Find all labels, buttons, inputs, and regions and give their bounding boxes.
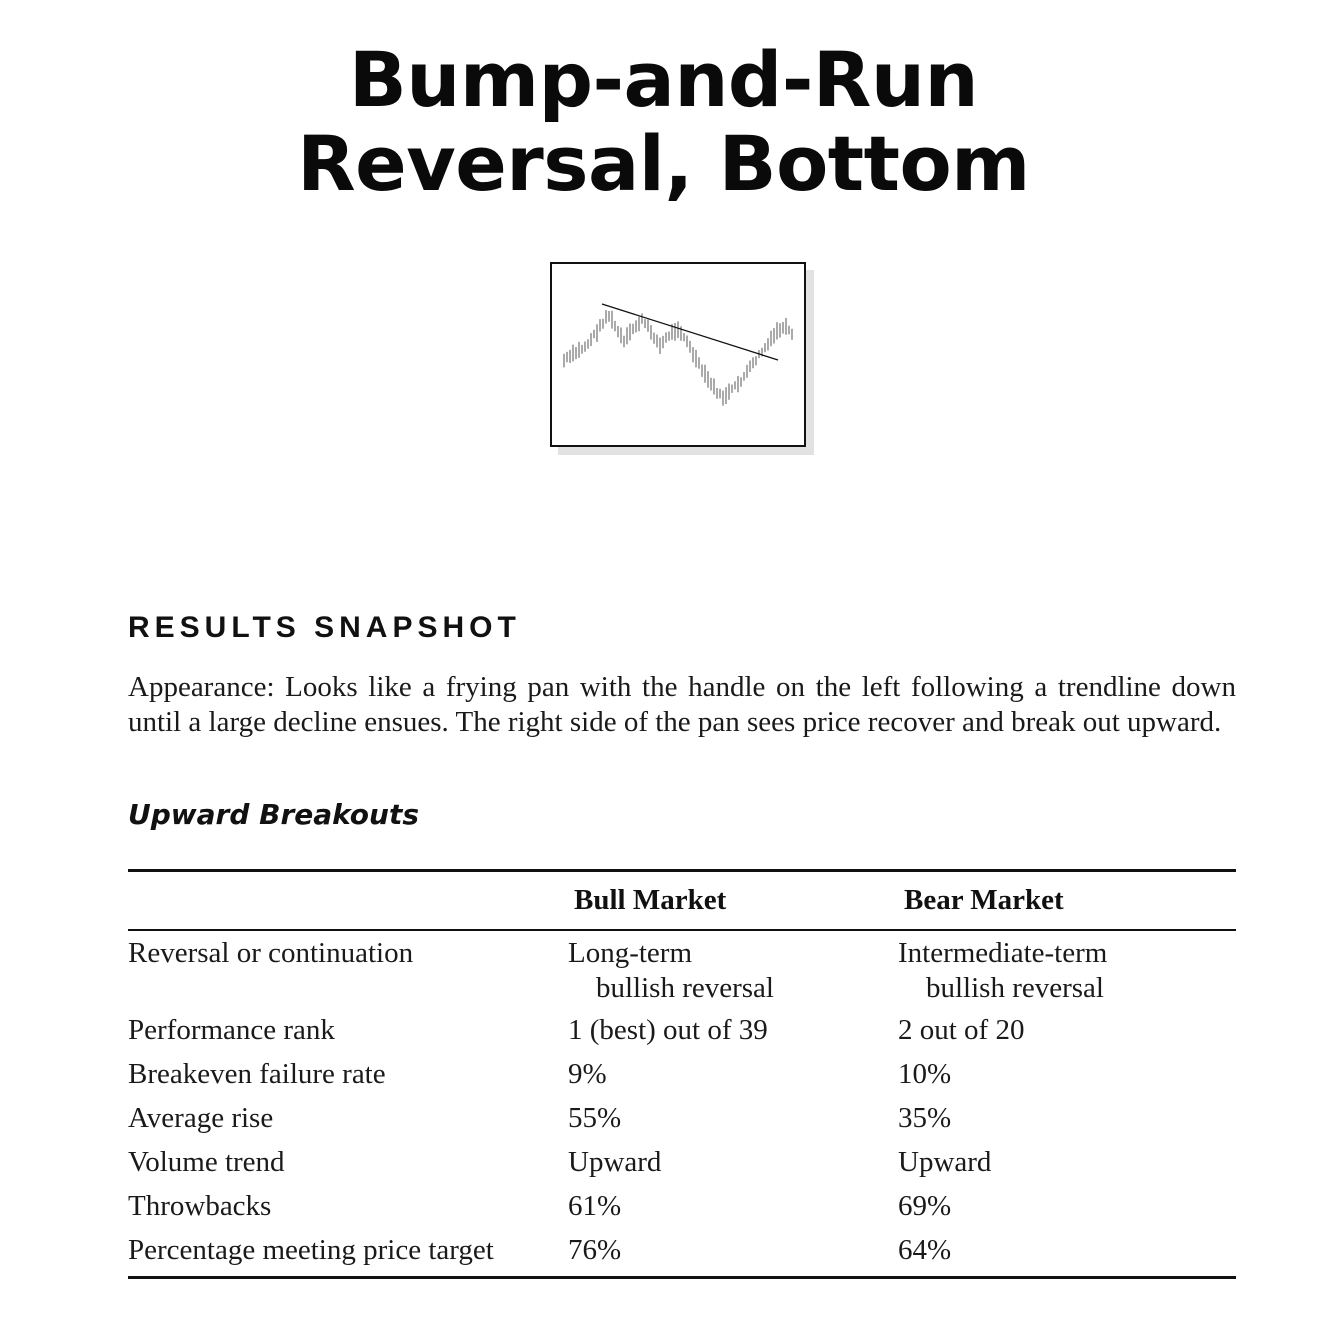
bull-market-value (568, 1233, 621, 1268)
cell-line: 76% (568, 1234, 622, 1266)
appearance-description: Appearance: Looks like a frying pan with the handle on the left following a trendline down until a large decline ensues. The right side of the pan sees price recover and break out upward. (128, 671, 1236, 738)
bear-market-value (898, 1101, 951, 1136)
bear-market-value (898, 1057, 951, 1092)
cell-line: Intermediate-term (898, 937, 1108, 969)
table-top-rule (128, 869, 1236, 872)
row-label: Performance rank (128, 1014, 335, 1046)
bull-market-value (568, 1013, 768, 1048)
pattern-illustration (550, 262, 806, 447)
cell-line: 61% (568, 1190, 622, 1222)
upward-breakouts-heading: Upward Breakouts (128, 798, 420, 831)
table-header-rule (128, 929, 1236, 931)
table-bottom-rule (128, 1276, 1236, 1279)
bull-market-value (568, 1145, 661, 1180)
cell-line: 55% (568, 1102, 622, 1134)
title-line-1: Bump-and-Run (348, 35, 979, 124)
cell-line: Upward (898, 1146, 992, 1178)
cell-line: 2 out of 20 (898, 1014, 1025, 1046)
bear-market-value (898, 1013, 1024, 1048)
price-bars-chart (552, 264, 804, 445)
row-label: Volume trend (128, 1146, 285, 1178)
cell-line: 35% (898, 1102, 952, 1134)
bull-market-value (568, 1189, 621, 1224)
row-label: Breakeven failure rate (128, 1058, 386, 1090)
bear-market-value (898, 936, 1107, 1006)
page-title (0, 35, 1327, 208)
cell-line: 1 (best) out of 39 (568, 1014, 768, 1046)
row-label: Throwbacks (128, 1190, 272, 1222)
cell-line: Long-term (568, 937, 693, 969)
row-label: Reversal or continuation (128, 937, 414, 969)
cell-line: 64% (898, 1234, 952, 1266)
cell-line: Upward (568, 1146, 662, 1178)
section-heading: RESULTS SNAPSHOT (128, 611, 521, 644)
bear-market-value (898, 1145, 991, 1180)
bull-market-value (568, 1057, 607, 1092)
cell-line: 9% (568, 1058, 607, 1090)
cell-line: 69% (898, 1190, 952, 1222)
cell-line: bullish reversal (596, 972, 774, 1004)
cell-line: bullish reversal (926, 972, 1104, 1004)
title-line-2: Reversal, Bottom (297, 119, 1030, 208)
row-label: Percentage meeting price target (128, 1234, 494, 1266)
bull-market-value (568, 936, 774, 1006)
bear-market-value (898, 1233, 951, 1268)
bear-market-value (898, 1189, 951, 1224)
bull-market-value (568, 1101, 621, 1136)
column-header-bull-market: Bull Market (574, 884, 727, 916)
column-header-bear-market: Bear Market (904, 884, 1064, 916)
row-label: Average rise (128, 1102, 274, 1134)
illustration-frame (550, 262, 806, 447)
cell-line: 10% (898, 1058, 952, 1090)
